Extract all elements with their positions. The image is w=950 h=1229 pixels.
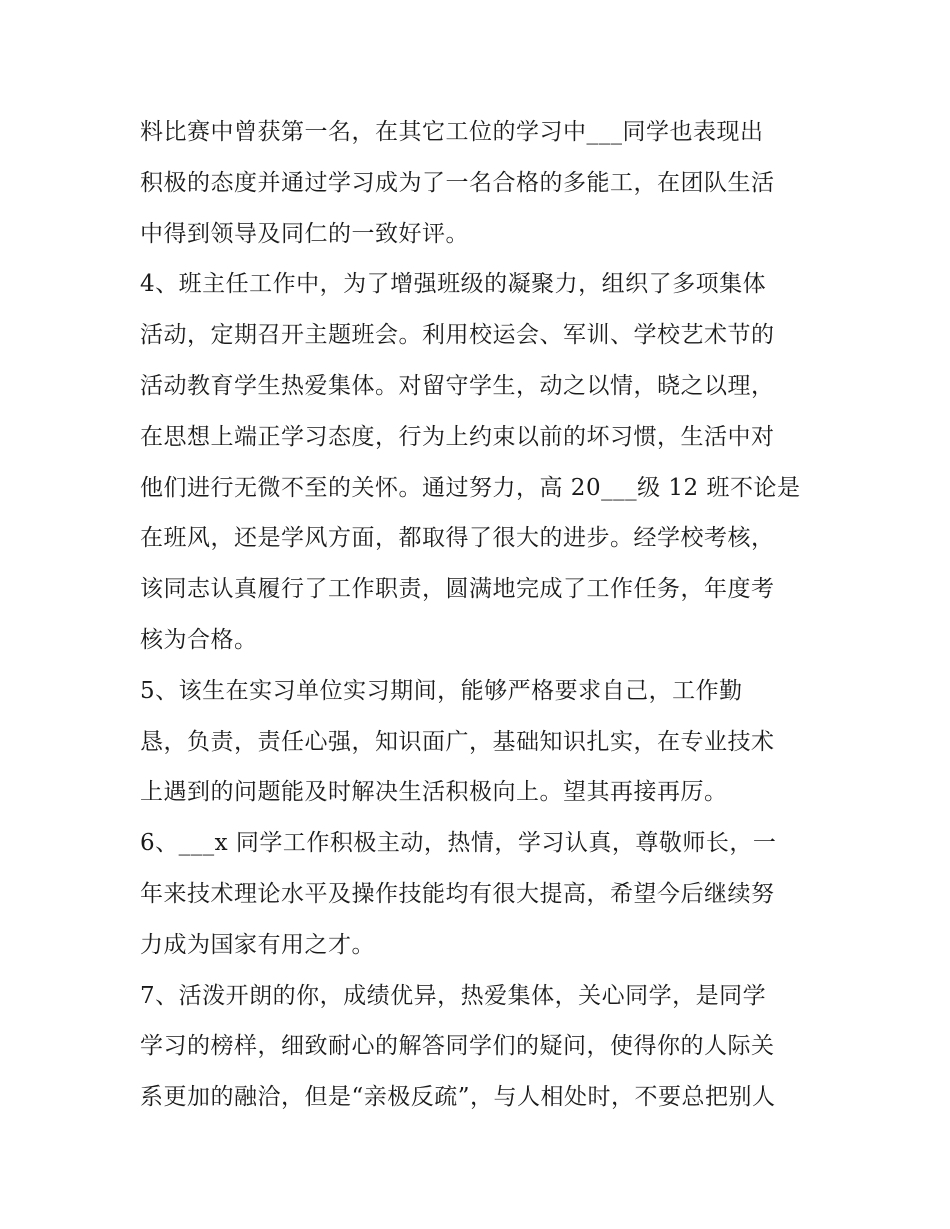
text-line: 7、活泼开朗的你，成绩优异，热爱集体，关心同学，是同学 <box>140 982 767 1009</box>
text-line: 年来技术理论水平及操作技能均有很大提高，希望今后继续努 <box>140 880 775 907</box>
text-line: 活动教育学生热爱集体。对留守学生，动之以情，晓之以理， <box>140 372 775 399</box>
text-line: 在思想上端正学习态度，行为上约束以前的坏习惯，生活中对 <box>140 423 775 450</box>
text-line: 活动，定期召开主题班会。利用校运会、军训、学校艺术节的 <box>140 322 775 349</box>
document-body <box>140 107 820 1123</box>
text-line: 在班风，还是学风方面，都取得了很大的进步。经学校考核， <box>140 525 775 552</box>
text-line: 5、该生在实习单位实习期间，能够严格要求自己，工作勤 <box>140 677 743 704</box>
text-line: 中得到领导及同仁的一致好评。 <box>140 220 469 247</box>
text-line: 核为合格。 <box>140 626 258 653</box>
text-line: 力成为国家有用之才。 <box>140 931 375 958</box>
text-line: 他们进行无微不至的关怀。通过努力，高 20___级 12 班不论是 <box>140 474 801 501</box>
text-line: 料比赛中曾获第一名，在其它工位的学习中___同学也表现出 <box>140 119 764 145</box>
text-line: 该同志认真履行了工作职责，圆满地完成了工作任务，年度考 <box>140 576 775 603</box>
text-line: 系更加的融洽，但是“亲极反疏”，与人相处时，不要总把别人 <box>140 1084 776 1111</box>
text-line: 积极的态度并通过学习成为了一名合格的多能工，在团队生活 <box>140 169 775 196</box>
text-line: 6、___x 同学工作积极主动，热情，学习认真，尊敬师长，一 <box>140 830 777 857</box>
text-line: 4、班主任工作中，为了增强班级的凝聚力，组织了多项集体 <box>140 271 767 298</box>
text-line: 上遇到的问题能及时解决生活积极向上。望其再接再厉。 <box>140 779 728 806</box>
text-line: 学习的榜样，细致耐心的解答同学们的疑问，使得你的人际关 <box>140 1033 775 1060</box>
text-line: 恳，负责，责任心强，知识面广，基础知识扎实，在专业技术 <box>140 728 775 755</box>
